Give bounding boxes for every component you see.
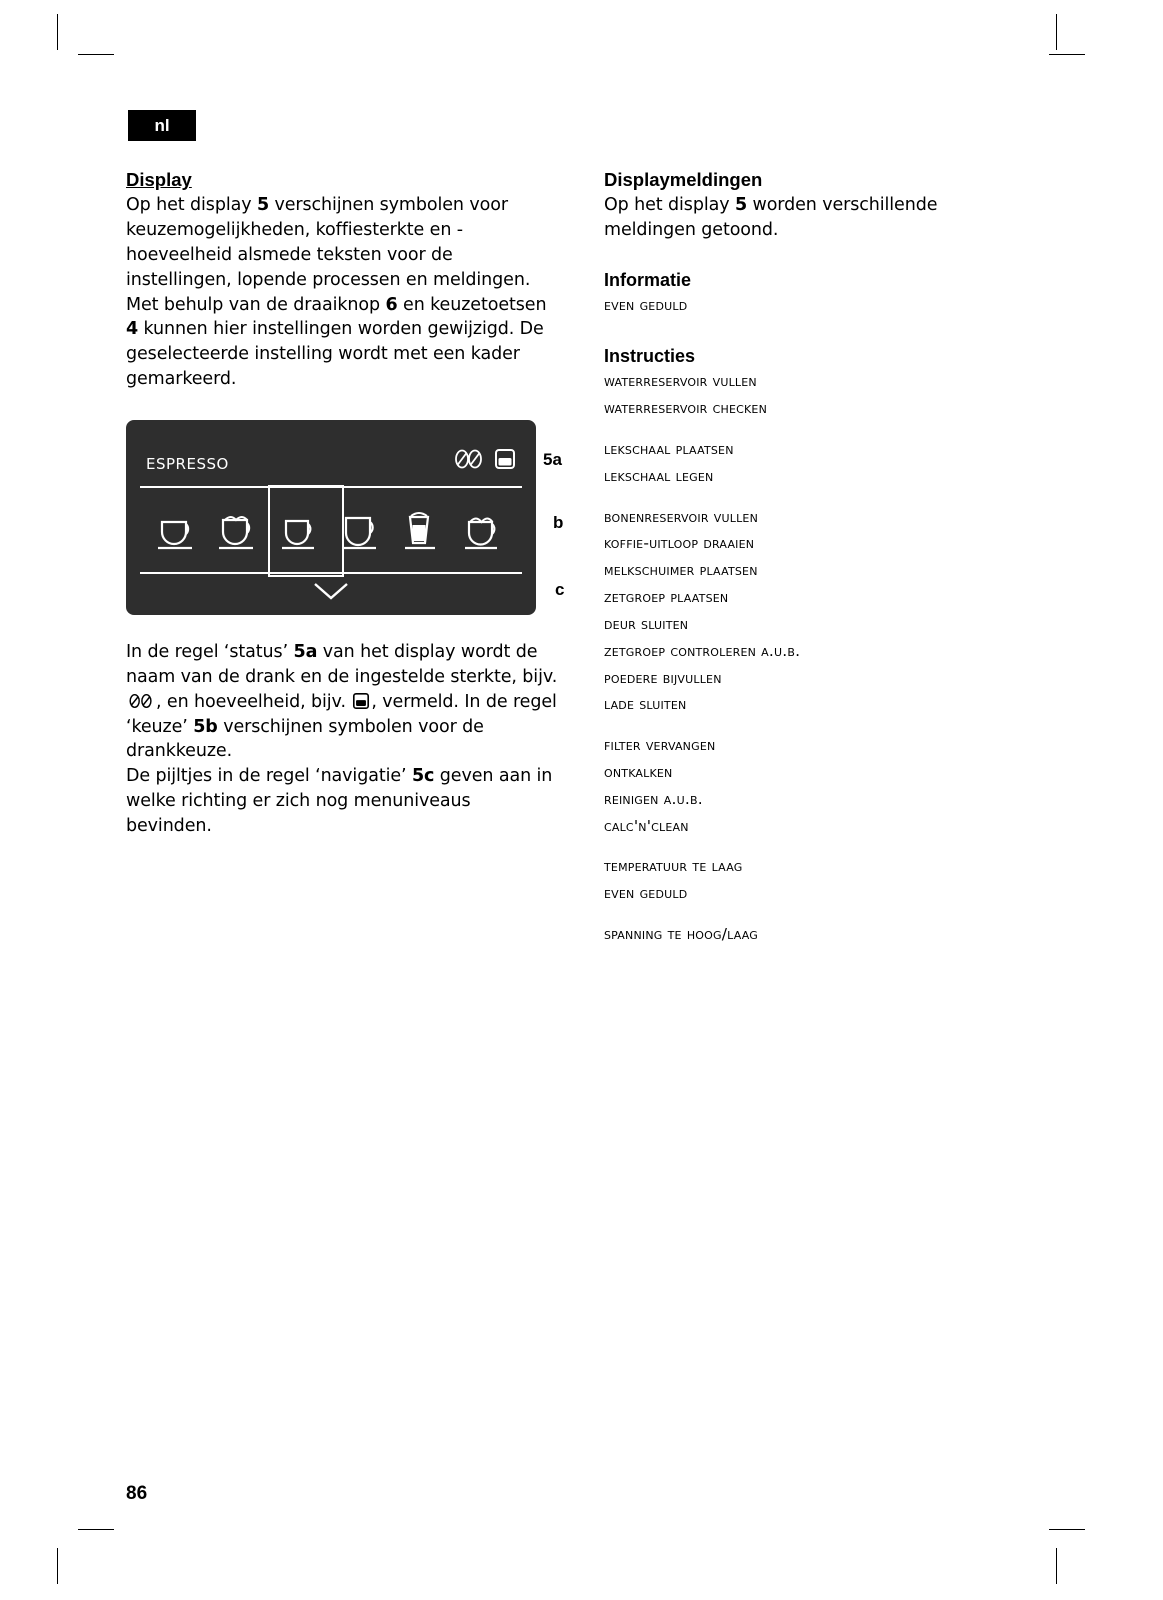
display-message: melkschuimer plaatsen bbox=[604, 561, 758, 580]
right-column bbox=[604, 168, 1034, 948]
coffee-strength-icon bbox=[453, 446, 483, 472]
text-fragment: en keuzetoetsen bbox=[397, 294, 547, 315]
figure-explanation-paragraph: In de regel ‘status’ 5a van het display wordt de naam van de drank en de ingestelde sterkte, bijv. , en hoeveelheid, bijv. , vermeld. In de regel ‘keuze’ 5b verschijnen symbolen voor de drankkeuze. De pijltjes in de regel ‘navigatie’ 5c geven aan in welke richting er zich nog menuniveaus bevinden. bbox=[126, 642, 558, 836]
displaymeldingen-intro: Op het display 5 worden verschillende meldingen getoond. bbox=[604, 195, 938, 240]
display-message: spanning te hoog/laag bbox=[604, 925, 759, 944]
display-message: lekschaal legen bbox=[604, 466, 714, 485]
display-message: poedere bijvullen bbox=[604, 668, 722, 687]
spacer bbox=[604, 422, 1034, 436]
large-cup-icon[interactable] bbox=[336, 504, 388, 554]
espresso-macchiato-icon[interactable] bbox=[213, 504, 265, 554]
ref-5a: 5a bbox=[293, 642, 318, 662]
display-message: ontkalken bbox=[604, 762, 673, 781]
message-group-maintenance bbox=[604, 732, 1034, 839]
page-number: 86 bbox=[126, 1483, 148, 1504]
crop-mark-top-left bbox=[57, 14, 58, 50]
text-fragment: verschijnen symbolen voor keuzemogelijkheden, koffiesterkte en -hoeveelheid alsmede teksten voor de instellingen, lopende processen en meldingen. Met behulp van de draaiknop bbox=[126, 195, 531, 315]
message-group-lekschaal bbox=[604, 436, 1034, 490]
spacer bbox=[604, 490, 1034, 504]
crop-mark-top-right-h bbox=[1049, 54, 1085, 55]
crop-mark-bottom-right-h bbox=[1049, 1529, 1085, 1530]
display-message: koffie-uitloop draaien bbox=[604, 534, 755, 553]
subheading-informatie: Informatie bbox=[604, 269, 692, 290]
cup-size-icon-inline bbox=[352, 692, 370, 710]
espresso-cup-icon[interactable] bbox=[152, 504, 204, 554]
status-icons bbox=[453, 446, 518, 472]
spacer bbox=[604, 907, 1034, 921]
display-message: temperatuur te laag bbox=[604, 857, 743, 876]
text-fragment: kunnen hier instellingen worden gewijzigd. De geselecteerde instelling wordt met een kader gemarkeerd. bbox=[126, 319, 544, 390]
divider-bottom bbox=[140, 572, 522, 574]
display-message: waterreservoir checken bbox=[604, 399, 768, 418]
ref-number-5: 5 bbox=[256, 195, 270, 216]
display-message: deur sluiten bbox=[604, 614, 689, 633]
message-group-temperature bbox=[604, 853, 1034, 907]
figure-explanation bbox=[126, 640, 558, 839]
display-figure bbox=[126, 420, 536, 615]
spacer bbox=[604, 319, 1034, 345]
display-message: even geduld bbox=[604, 296, 688, 315]
display-message: calc'n'clean bbox=[604, 816, 689, 835]
display-message: zetgroep plaatsen bbox=[604, 588, 729, 607]
crop-mark-bottom-left-h bbox=[78, 1529, 114, 1530]
spacer bbox=[604, 243, 1034, 269]
message-group-voltage bbox=[604, 921, 1034, 948]
display-message: bonenreservoir vullen bbox=[604, 507, 759, 526]
message-group-water bbox=[604, 368, 1034, 422]
coffee-cup-icon[interactable] bbox=[274, 504, 326, 554]
cappuccino-cup-icon[interactable] bbox=[458, 504, 510, 554]
ref-number-5-right: 5 bbox=[734, 195, 748, 216]
ref-number-4: 4 bbox=[126, 319, 139, 340]
message-group-informatie bbox=[604, 292, 1034, 319]
ref-5b: 5b bbox=[193, 716, 218, 737]
callout-status-row: 5a bbox=[543, 450, 562, 469]
spacer bbox=[604, 839, 1034, 853]
chevron-down-icon[interactable] bbox=[311, 580, 351, 602]
left-column bbox=[126, 168, 556, 392]
ref-number-6: 6 bbox=[385, 294, 398, 315]
display-message: waterreservoir vullen bbox=[604, 372, 757, 391]
callout-selection-row: b bbox=[553, 513, 564, 532]
callout-navigation-row: c bbox=[555, 580, 565, 599]
ref-5c: 5c bbox=[411, 766, 435, 787]
display-title: espresso bbox=[146, 450, 229, 474]
message-group-machine bbox=[604, 504, 1034, 719]
display-message: reinigen a.u.b. bbox=[604, 789, 703, 808]
language-tab: nl bbox=[128, 110, 196, 141]
display-message: zetgroep controleren a.u.b. bbox=[604, 641, 801, 660]
latte-glass-icon[interactable] bbox=[397, 504, 449, 554]
crop-mark-top-right bbox=[1056, 14, 1057, 50]
display-panel bbox=[126, 420, 536, 615]
display-description bbox=[126, 193, 556, 392]
beverage-icon-row bbox=[140, 498, 522, 560]
display-message: lekschaal plaatsen bbox=[604, 440, 734, 459]
coffee-strength-icon-inline bbox=[127, 692, 155, 710]
crop-mark-top-left-h bbox=[78, 54, 114, 55]
text-fragment: Op het display bbox=[126, 195, 257, 216]
cup-size-icon bbox=[492, 446, 518, 472]
display-message: even geduld bbox=[604, 884, 688, 903]
spacer bbox=[604, 718, 1034, 732]
section-heading-display: Display bbox=[126, 169, 192, 190]
display-message: filter vervangen bbox=[604, 736, 716, 755]
section-heading-displaymeldingen: Displaymeldingen bbox=[604, 169, 763, 190]
crop-mark-bottom-right bbox=[1056, 1548, 1057, 1584]
subheading-instructies: Instructies bbox=[604, 346, 696, 367]
crop-mark-bottom-left bbox=[57, 1548, 58, 1584]
display-message: lade sluiten bbox=[604, 695, 687, 714]
